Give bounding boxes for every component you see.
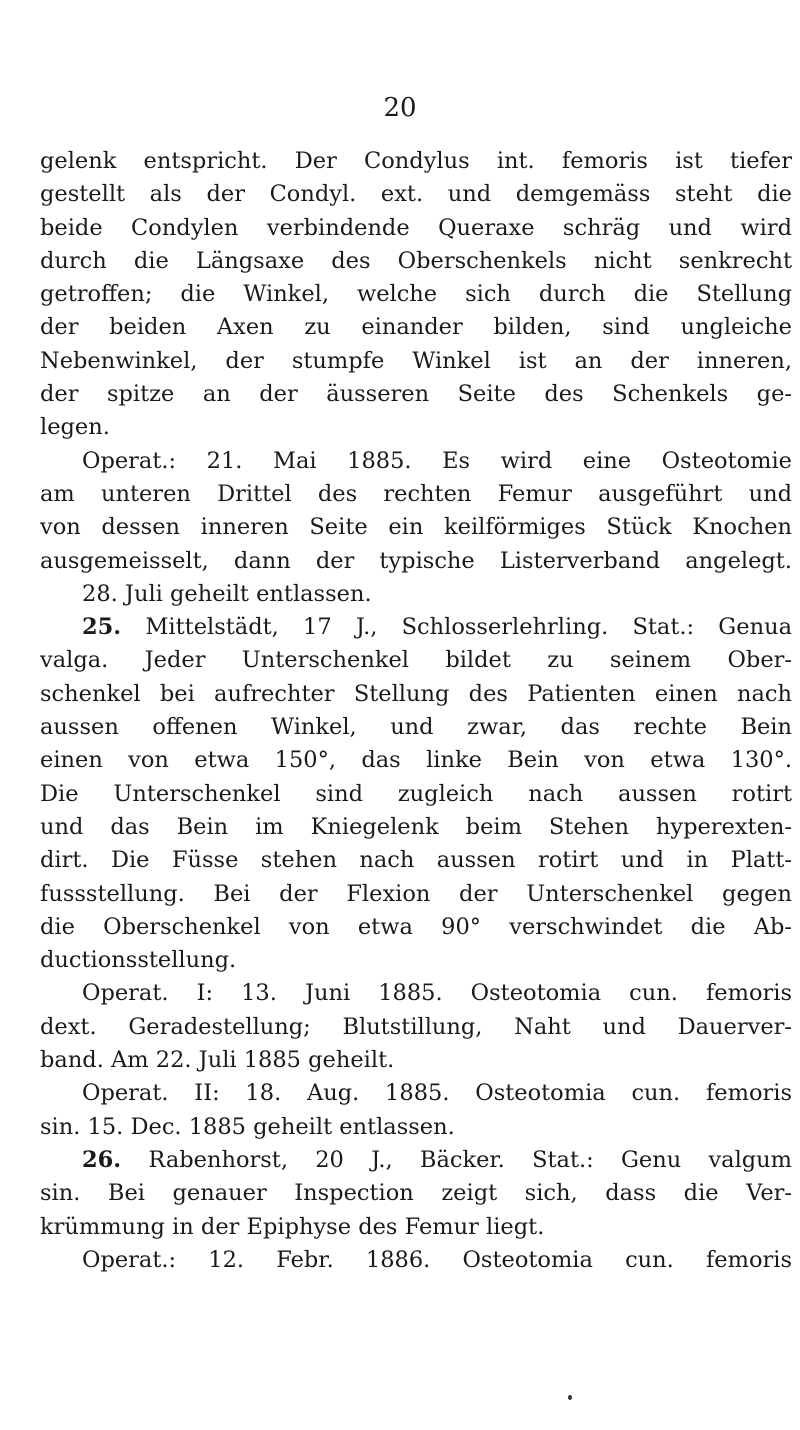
text-line: schenkel bei aufrechter Stellung des Patienten einen nach <box>40 680 792 707</box>
page-number: 20 <box>383 93 417 123</box>
text-line: einen von etwa 150°, das linke Bein von etwa 130°. <box>40 747 792 774</box>
entry-26-first-line <box>40 1144 792 1177</box>
text-line: Operat. I: 13. Juni 1885. Osteotomia cun. femoris <box>82 980 792 1007</box>
text-line: gelenk entspricht. Der Condylus int. femoris ist tiefer <box>40 148 792 174</box>
entry-25-first-line <box>40 611 792 644</box>
text-line: sin. Bei genauer Inspection zeigt sich, dass die Ver- <box>40 1180 792 1207</box>
body-text <box>40 145 792 1277</box>
print-speck <box>568 1395 572 1400</box>
text-line: krümmung in der Epiphyse des Femur liegt. <box>40 1213 545 1240</box>
text-line: Operat.: 12. Febr. 1886. Osteotomia cun. femoris <box>82 1246 792 1273</box>
text-line: von dessen inneren Seite ein keilförmiges Stück Knochen <box>40 514 792 541</box>
entry-number: 25. <box>82 614 122 641</box>
text-line: beide Condylen verbindende Queraxe schräg und wird <box>40 214 792 241</box>
text-line: Operat. II: 18. Aug. 1885. Osteotomia cun. femoris <box>82 1080 792 1107</box>
text-line: der spitze an der äusseren Seite des Schenkels ge- <box>40 381 792 408</box>
text-line: die Oberschenkel von etwa 90° verschwindet die Ab- <box>40 913 792 940</box>
text-line: Die Unterschenkel sind zugleich nach aussen rotirt <box>40 780 792 807</box>
text-line: sin. 15. Dec. 1885 geheilt entlassen. <box>40 1113 455 1140</box>
text-line: Nebenwinkel, der stumpfe Winkel ist an der inneren, <box>40 347 792 374</box>
text-line: Operat.: 21. Mai 1885. Es wird eine Osteotomie <box>82 447 792 474</box>
text-line: ductionsstellung. <box>40 947 237 974</box>
text-line: am unteren Drittel des rechten Femur ausgeführt und <box>40 480 792 507</box>
text-line: getroffen; die Winkel, welche sich durch die Stellung <box>40 281 792 308</box>
text-line: valga. Jeder Unterschenkel bildet zu seinem Ober- <box>40 647 792 674</box>
entry-text: Rabenhorst, 20 J., Bäcker. Stat.: Genu valgum <box>148 1146 792 1173</box>
entry-text: Mittelstädt, 17 J., Schlosserlehrling. Stat.: Genua <box>145 614 792 641</box>
text-line: und das Bein im Kniegelenk beim Stehen hyperexten- <box>40 813 792 840</box>
text-line: dirt. Die Füsse stehen nach aussen rotirt und in Platt- <box>40 847 792 874</box>
text-line: 28. Juli geheilt entlassen. <box>82 580 372 607</box>
text-line: der beiden Axen zu einander bilden, sind ungleiche <box>40 314 792 341</box>
text-line: fussstellung. Bei der Flexion der Unterschenkel gegen <box>40 880 792 907</box>
text-line: durch die Längsaxe des Oberschenkels nicht senkrecht <box>40 247 792 274</box>
entry-number: 26. <box>82 1146 122 1173</box>
text-line: band. Am 22. Juli 1885 geheilt. <box>40 1047 395 1074</box>
text-line: legen. <box>40 414 110 441</box>
text-line: dext. Geradestellung; Blutstillung, Naht und Dauerver- <box>40 1013 792 1040</box>
text-line: aussen offenen Winkel, und zwar, das rechte Bein <box>40 714 792 741</box>
text-line: gestellt als der Condyl. ext. und demgemäss steht die <box>40 181 792 208</box>
text-line: ausgemeisselt, dann der typische Listerverband angelegt. <box>40 547 792 574</box>
